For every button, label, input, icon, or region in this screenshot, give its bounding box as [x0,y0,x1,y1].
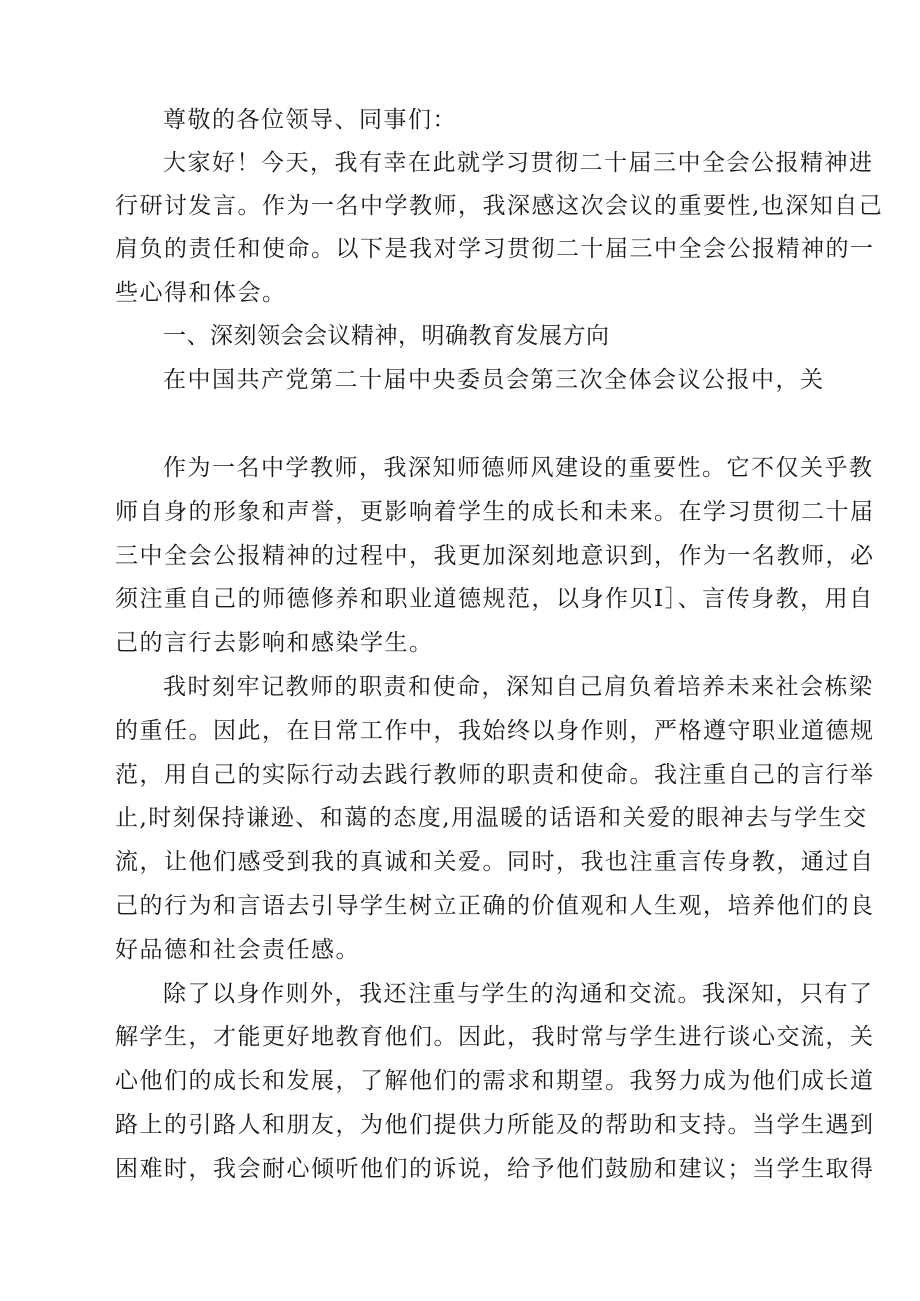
paragraph-5-line-5: 困难时，我会耐心倾听他们的诉说，给予他们鼓励和建议；当学生取得 [115,1156,875,1182]
paragraph-4-line-5: 流，让他们感受到我的真诚和关爱。同时，我也注重言传身教，通过自 [115,849,875,875]
paragraph-5-line-3: 心他们的成长和发展，了解他们的需求和期望。我努力成为他们成长道 [115,1068,875,1094]
paragraph-4-line-1: 我时刻牢记教师的职责和使命，深知自己肩负着培养未来社会栋梁 [163,674,874,700]
paragraph-5-line-2: 解学生，才能更好地教育他们。因此，我时常与学生进行谈心交流，关 [115,1024,875,1050]
paragraph-4-line-6: 己的行为和言语去引导学生树立正确的价值观和人生观，培养他们的良 [115,893,875,919]
paragraph-3-line-2: 师自身的形象和声誉，更影响着学生的成长和未来。在学习贯彻二十届 [115,499,875,525]
paragraph-5-line-1: 除了以身作则外，我还注重与学生的沟通和交流。我深知，只有了 [163,981,874,1007]
paragraph-4-line-2: 的重任。因此，在日常工作中，我始终以身作则，严格遵守职业道德规 [115,718,875,744]
paragraph-3-line-5: 己的言行去影响和感染学生。 [115,630,434,656]
paragraph-4-line-4: 止,时刻保持谦逊、和蔼的态度,用温暖的话语和关爱的眼神去与学生交 [115,805,868,831]
paragraph-1-line-2: 行研讨发言。作为一名中学教师，我深感这次会议的重要性,也深知自己 [115,193,884,219]
paragraph-1-line-4: 些心得和体会。 [115,280,287,306]
paragraph-2-line-1: 在中国共产党第二十届中央委员会第三次全体会议公报中，关 [163,367,825,393]
paragraph-4-line-7: 好品德和社会责任感。 [115,937,360,963]
paragraph-1-line-3: 肩负的责任和使命。以下是我对学习贯彻二十届三中全会公报精神的一 [115,236,875,262]
paragraph-3-line-1: 作为一名中学教师，我深知师德师风建设的重要性。它不仅关乎教 [163,455,874,481]
paragraph-3-line-3: 三中全会公报精神的过程中，我更加深刻地意识到，作为一名教师，必 [115,543,875,569]
paragraph-3-line-4: 须注重自己的师德修养和职业道德规范，以身作贝I］、言传身教，用自 [115,586,874,612]
paragraph-4-line-3: 范，用自己的实际行动去践行教师的职责和使命。我注重自己的言行举 [115,762,875,788]
section-heading-1: 一、深刻领会会议精神，明确教育发展方向 [163,323,610,349]
salutation: 尊敬的各位领导、同事们： [163,107,457,133]
paragraph-5-line-4: 路上的引路人和朋友，为他们提供力所能及的帮助和支持。当学生遇到 [115,1112,875,1138]
paragraph-1-line-1: 大家好！今天，我有幸在此就学习贯彻二十届三中全会公报精神进 [163,150,874,176]
